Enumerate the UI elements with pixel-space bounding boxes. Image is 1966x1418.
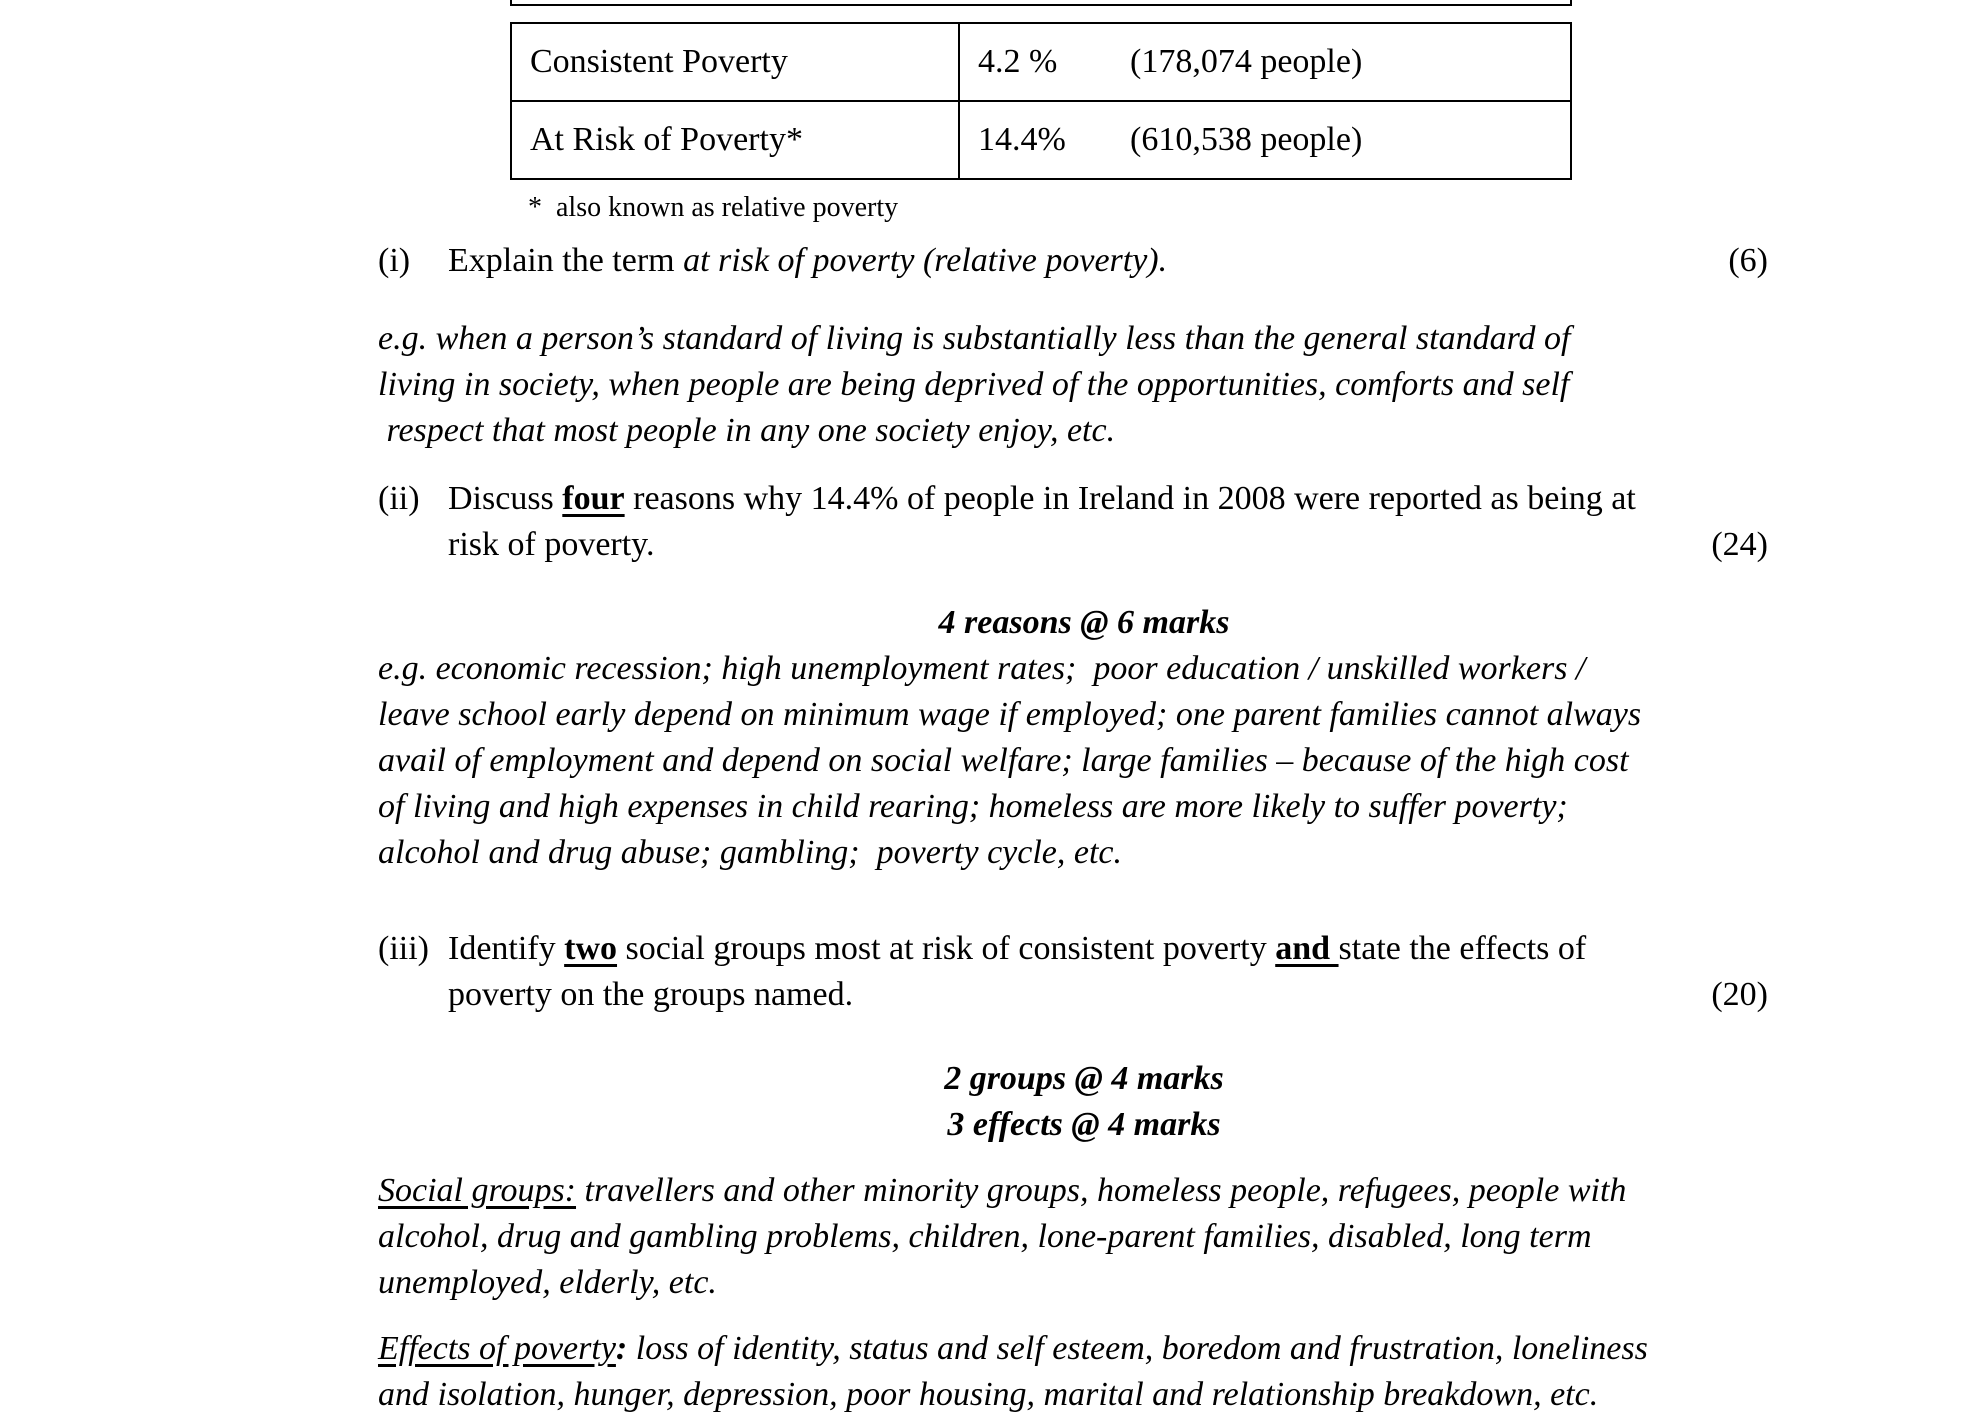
row-label: Consistent Poverty	[530, 43, 788, 80]
question-iii	[378, 926, 1790, 1018]
question-line-1: Discuss four reasons why 14.4% of people in Ireland in 2008 were reported as being at	[448, 480, 1636, 517]
answer-line: e.g. economic recession; high unemployment rates; poor education / unskilled workers /	[378, 650, 1586, 687]
question-term-italic: at risk of poverty (relative poverty).	[683, 242, 1168, 279]
answer-line-partial: and isolation, hunger, depression, poor housing, marital and relationship breakdown, etc.	[378, 1376, 1599, 1413]
answer-i-paragraph	[378, 316, 1790, 454]
emphasis-four: four	[562, 480, 625, 517]
question-line-2: risk of poverty.	[448, 526, 655, 563]
emphasis-and: and	[1275, 930, 1339, 967]
table-footnote: * also known as relative poverty	[528, 192, 899, 223]
row-percentage: 4.2 %	[978, 43, 1058, 80]
question-line-2: poverty on the groups named.	[448, 976, 854, 1013]
cell-label	[511, 101, 959, 179]
marks-badge: (6)	[1728, 242, 1768, 279]
answer-line: alcohol, drug and gambling problems, children, lone-parent families, disabled, long term	[378, 1218, 1592, 1255]
marks-heading-ii: 4 reasons @ 6 marks	[938, 604, 1230, 641]
cell-value	[959, 23, 1571, 101]
answer-line: leave school early depend on minimum wage if employed; one parent families cannot always	[378, 696, 1642, 733]
answer-line: respect that most people in any one society enjoy, etc.	[378, 412, 1116, 449]
question-text	[378, 238, 1790, 284]
marks-badge: (24)	[1711, 526, 1768, 563]
poverty-table	[510, 22, 1572, 180]
answer-line: alcohol and drug abuse; gambling; poverty cycle, etc.	[378, 834, 1123, 871]
question-number: (ii)	[378, 480, 420, 517]
effects-colon: :	[615, 1330, 628, 1367]
effects-of-poverty-paragraph	[378, 1326, 1790, 1418]
answer-ii-paragraph	[378, 646, 1790, 876]
question-lead: Explain the term	[448, 242, 684, 279]
answer-line: of living and high expenses in child rearing; homeless are more likely to suffer poverty;	[378, 788, 1568, 825]
question-i	[378, 238, 1790, 284]
question-number: (i)	[378, 242, 411, 279]
row-percentage: 14.4%	[978, 121, 1066, 158]
table-partial-top-row	[510, 0, 1572, 6]
row-people-count: (178,074 people)	[1130, 43, 1363, 80]
answer-line: unemployed, elderly, etc.	[378, 1264, 717, 1301]
row-people-count: (610,538 people)	[1130, 121, 1363, 158]
social-groups-paragraph	[378, 1168, 1790, 1306]
answer-line: avail of employment and depend on social welfare; large families – because of the high cost	[378, 742, 1629, 779]
marks-heading-line: 3 effects @ 4 marks	[947, 1106, 1221, 1143]
question-text	[378, 926, 1790, 1018]
cell-label	[511, 23, 959, 101]
row-label: At Risk of Poverty*	[530, 121, 803, 158]
answer-line: Effects of poverty: loss of identity, status and self esteem, boredom and frustration, loneliness	[378, 1330, 1648, 1367]
question-ii	[378, 476, 1790, 568]
marks-heading-line: 2 groups @ 4 marks	[944, 1060, 1224, 1097]
effects-label: Effects of poverty	[378, 1330, 616, 1367]
question-line-1: Identify two social groups most at risk of consistent poverty and state the effects of	[448, 930, 1587, 967]
social-groups-label: Social groups:	[378, 1172, 577, 1209]
table-row-consistent-poverty	[511, 23, 1571, 101]
marks-heading-iii	[378, 1056, 1790, 1148]
answer-line: Social groups: travellers and other minority groups, homeless people, refugees, people with	[378, 1172, 1627, 1209]
answer-line: living in society, when people are being deprived of the opportunities, comforts and self	[378, 366, 1570, 403]
table-row-at-risk-of-poverty	[511, 101, 1571, 179]
marks-badge: (20)	[1711, 976, 1768, 1013]
emphasis-two: two	[564, 930, 618, 967]
question-number: (iii)	[378, 930, 429, 967]
poverty-table-area	[510, 0, 1572, 224]
cell-value	[959, 101, 1571, 179]
answer-line: e.g. when a person’s standard of living is substantially less than the general standard of	[378, 320, 1571, 357]
question-text	[378, 476, 1790, 568]
